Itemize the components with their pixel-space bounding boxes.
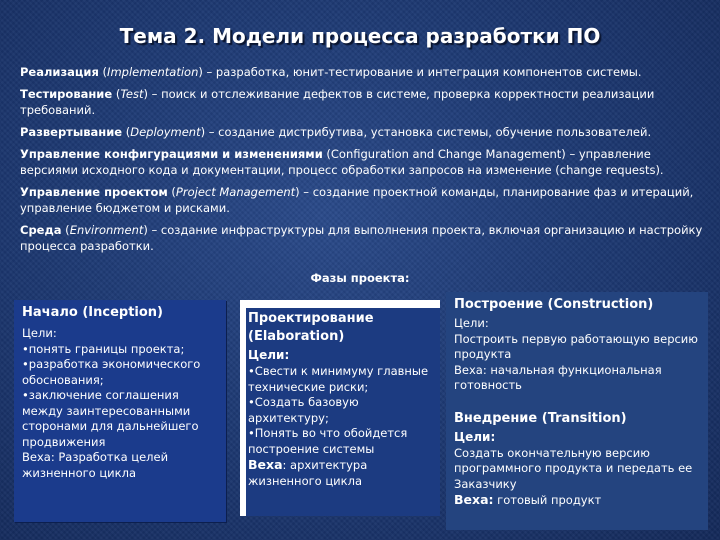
goals-label: Цели:	[22, 326, 57, 340]
goals-label: Цели:	[248, 348, 290, 362]
term-en: Environment	[69, 223, 144, 237]
milestone: Веха: начальная функциональная готовность	[454, 362, 662, 392]
goal-item: •разработка экономического обоснования;	[22, 357, 201, 387]
milestone-text: готовый продукт	[493, 493, 602, 507]
milestone-label: Веха	[248, 457, 283, 472]
term-desc: – создание инфраструктуры для выполнения проекта, включая организацию и настройку процесса разработки.	[20, 223, 703, 253]
goal-item: •Создать базовую архитектуру;	[248, 395, 359, 425]
phase-inception-box	[14, 300, 226, 522]
phases-title: Фазы проекта:	[310, 271, 410, 285]
goals-text: Создать окончательную версию программного продукта и передать ее Заказчику	[454, 445, 693, 491]
term: Развертывание	[20, 125, 123, 139]
goal-item: •Свести к минимуму главные технические риски;	[248, 364, 429, 394]
milestone-label: Веха:	[454, 492, 494, 507]
term-en: Configuration and Change Management	[330, 147, 562, 161]
phase-elaboration-inner	[246, 308, 440, 516]
milestone	[454, 492, 700, 509]
definition-deployment: Развертывание (Deployment) – создание дистрибутива, установка системы, обучение пользователей.	[20, 125, 652, 139]
term-en: Test	[120, 87, 144, 101]
definition-environment: Среда (Environment) – создание инфраструктуры для выполнения проекта, включая организацию и настройку процесса разработки.	[20, 223, 703, 253]
term-desc: – разработка, юнит-тестирование и интеграция компонентов системы.	[202, 65, 642, 79]
term: Реализация	[20, 65, 99, 79]
slide-title: Тема 2. Модели процесса разработки ПО	[119, 24, 601, 48]
phase-construction-transition-box	[446, 292, 708, 530]
milestone	[248, 457, 436, 489]
goal-item: •Понять во что обойдется построение системы	[248, 426, 408, 456]
term: Тестирование	[20, 87, 113, 101]
phase-elaboration-box	[240, 300, 440, 516]
definition-implementation: Реализация (Implementation) – разработка, юнит-тестирование и интеграция компонентов системы.	[20, 65, 642, 79]
term-desc: – создание проектной команды, планирование фаз и итераций, управление бюджетом и рисками.	[20, 185, 694, 215]
term-en: Implementation	[107, 65, 199, 79]
milestone-text: : архитектура жизненного цикла	[248, 458, 368, 488]
term-en: Deployment	[130, 125, 201, 139]
term-desc: – управление версиями исходного кода и документации, процесс обработки запросов на изменение (change requests).	[20, 147, 664, 177]
goal-item: •понять границы проекта;	[22, 341, 185, 356]
phase-header: Построение (Construction)	[454, 297, 654, 312]
phase-header: Внедрение (Transition)	[454, 410, 627, 426]
goals-text: Построить первую работающую версию продукта	[454, 331, 698, 361]
term-desc: – поиск и отслеживание дефектов в системе, проверка корректности реализации требований.	[20, 87, 655, 117]
definition-config-management: Управление конфигурациями и изменениями (Configuration and Change Management) – управление версиями исходного кода и документации, процесс обработки запросов на изменение (change requests).	[20, 147, 664, 177]
definition-project-management: Управление проектом (Project Management) – создание проектной команды, планирование фаз и итераций, управление бюджетом и рисками.	[20, 185, 694, 215]
phase-header: Начало (Inception)	[22, 305, 163, 320]
goals-label: Цели:	[454, 316, 489, 330]
goal-item: •заключение соглашения между заинтересованными сторонами для дальнейшего продвижения	[22, 388, 199, 449]
definition-test: Тестирование (Test) – поиск и отслеживание дефектов в системе, проверка корректности реализации требований.	[20, 87, 655, 117]
goals-label: Цели:	[454, 429, 496, 444]
milestone: Веха: Разработка целей жизненного цикла	[22, 450, 169, 480]
term-en: Project Management	[175, 185, 296, 199]
term: Среда	[20, 223, 62, 237]
phase-header: Проектирование (Elaboration)	[248, 311, 374, 344]
definitions-list	[20, 64, 708, 260]
term: Управление проектом	[20, 185, 168, 199]
term: Управление конфигурациями и изменениями	[20, 147, 323, 161]
term-desc: – создание дистрибутива, установка системы, обучение пользователей.	[205, 125, 652, 139]
